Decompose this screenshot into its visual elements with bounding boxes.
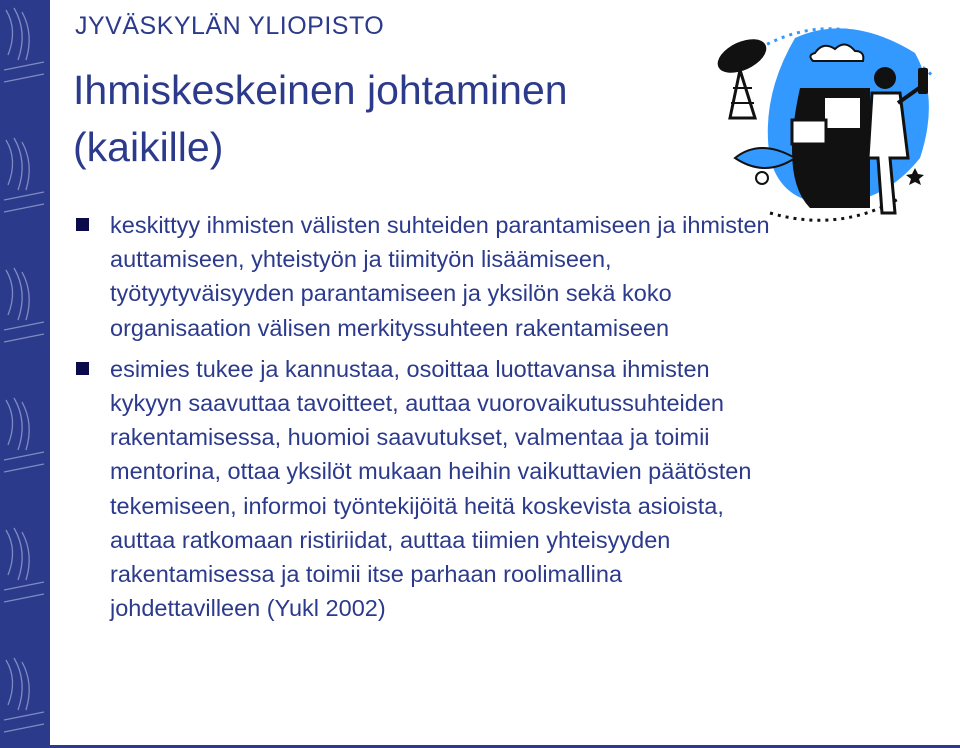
sidebar-emblem-strip [0, 0, 50, 748]
slide-title-line1: Ihmiskeskeinen johtaminen [73, 67, 568, 113]
slide-title [73, 62, 693, 176]
bullet-text: esimies tukee ja kannustaa, osoittaa luottavansa ihmisten kykyyn saavuttaa tavoitteet, auttaa vuorovaikutussuhteiden rakentamisessa, huomioi saavutukset, valmentaa ja toimii mentorina, ottaa yksilöt mukaan heihin vaikuttavien päätösten tekemiseen, informoi työntekijöitä heitä koskevista asioista, auttaa ratkomaan ristiriidat, auttaa tiimien yhteisyyden rakentamisessa ja toimii itse parhaan roolimallina johdettavilleen (Yukl 2002) [110, 355, 752, 622]
bullet-list [76, 208, 776, 625]
slide-title-line2: (kaikille) [73, 124, 224, 170]
bullet-item [76, 352, 776, 626]
bullet-text: keskittyy ihmisten välisten suhteiden parantamiseen ja ihmisten auttamiseen, yhteistyön ja tiimityön lisäämiseen, työtyytyväisyyden parantamiseen ja yksilön sekä koko organisaation välisen merkityssuhteen rakentamiseen [110, 212, 770, 341]
square-bullet-icon [76, 362, 89, 375]
square-bullet-icon [76, 218, 89, 231]
businessman-communication-clipart-icon [700, 8, 950, 233]
bullet-item [76, 208, 776, 345]
university-name: JYVÄSKYLÄN YLIOPISTO [75, 12, 385, 40]
university-emblem-pattern-icon [0, 0, 50, 748]
